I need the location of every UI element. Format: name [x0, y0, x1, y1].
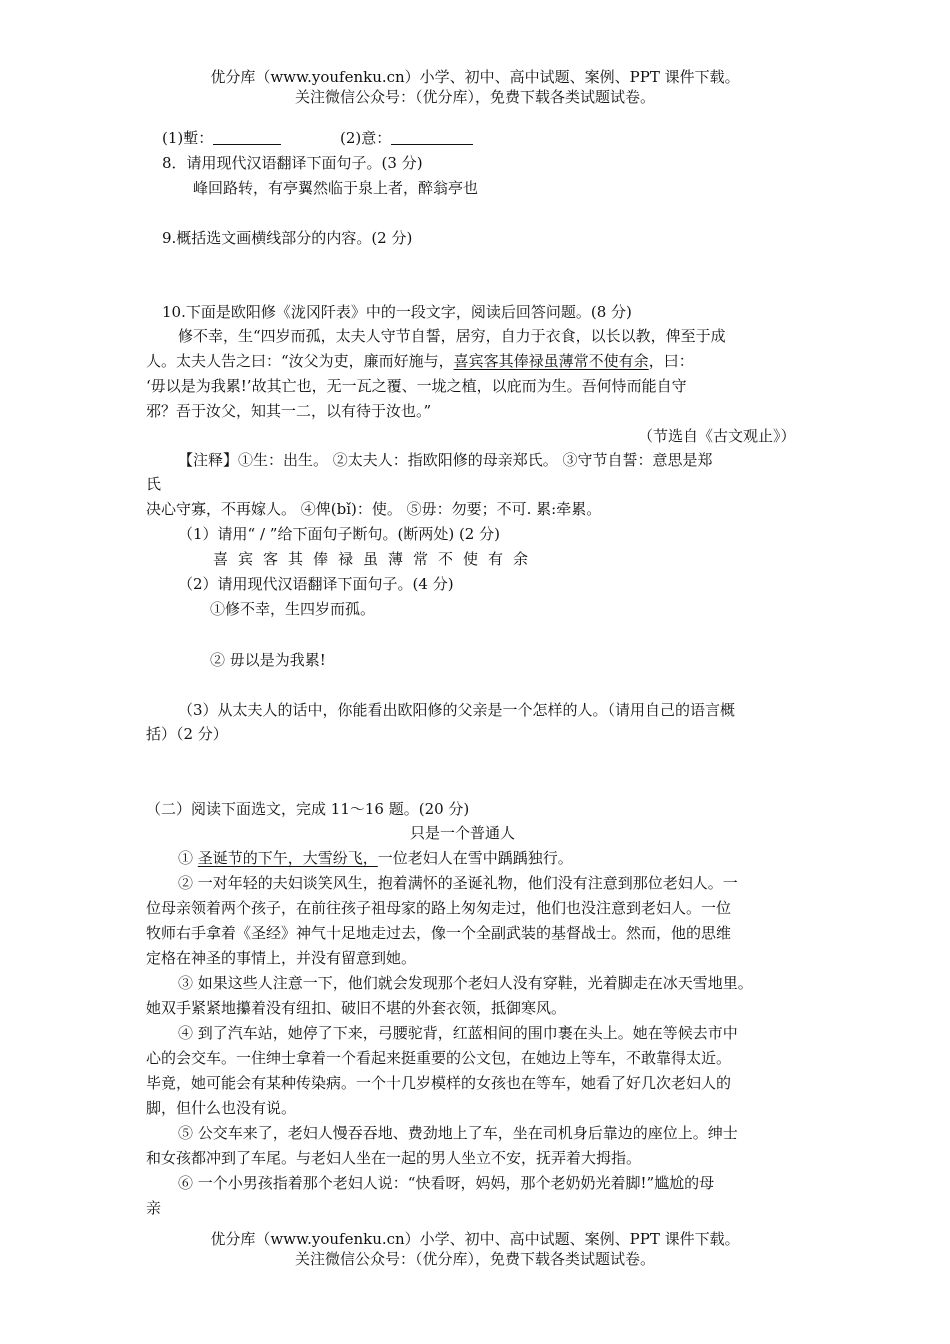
q8-sentence: 峰回路转，有亭翼然临于泉上者，醉翁亭也	[193, 179, 479, 197]
q10-notes-line-1: 【注释】①生：出生。 ②太夫人：指欧阳修的母亲郑氏。 ③守节自誓：意思是郑	[178, 451, 713, 469]
q8-prompt: 8．请用现代汉语翻译下面句子。(3 分)	[162, 154, 423, 172]
q10-sub3-line-1: （3）从太夫人的话中，你能看出欧阳修的父亲是一个怎样的人。（请用自己的语言概	[178, 701, 736, 719]
footer-line-1: 优分库（www.youfenku.cn）小学、初中、高中试题、案例、PPT 课件下载。	[210, 1230, 740, 1248]
q10-sub1-sentence: 喜宾客其俸禄虽薄常不使有余	[213, 550, 539, 568]
q10-passage-line-4: 邪？吾于汝父，知其一二，以有待于汝也。”	[146, 402, 432, 420]
q10-notes-line-3: 决心守寡，不再嫁人。 ④俾(bǐ)：使。 ⑤毋：勿要；不可. 累:牵累。	[146, 500, 602, 518]
section2-para-4-line-1: ④ 到了汽车站，她停了下来，弓腰驼背，红蓝相间的围巾裹在头上。她在等候去市中	[178, 1024, 738, 1042]
section2-para-4-line-3: 毕竟，她可能会有某种传染病。一个十几岁模样的女孩也在等车，她看了好几次老妇人的	[146, 1074, 732, 1092]
q10-notes-line-2: 氏	[146, 475, 162, 493]
para-1-number: ①	[178, 849, 198, 867]
para-1-underlined: 圣诞节的下午，大雪纷飞，	[197, 849, 378, 867]
header-line-1: 优分库（www.youfenku.cn）小学、初中、高中试题、案例、PPT 课件下载。	[210, 68, 740, 86]
q10-passage-line-3: ‘毋以是为我累!’故其亡也，无一瓦之覆、一垅之植，以庇而为生。吾何恃而能自守	[146, 377, 687, 395]
section2-para-5-line-2: 和女孩都冲到了车尾。与老妇人坐在一起的男人坐立不安，抚弄着大拇指。	[146, 1149, 642, 1167]
q10-passage-line-1: 修不幸，生“四岁而孤，太夫人守节自誓，居穷，自力于衣食，以长以教，俾至于成	[178, 327, 726, 345]
q10-sub2-item-1: ①修不幸，生四岁而孤。	[210, 600, 376, 618]
q9-prompt: 9.概括选文画横线部分的内容。(2 分)	[162, 229, 413, 247]
header-line-2: 关注微信公众号：（优分库），免费下载各类试题试卷。	[294, 88, 655, 106]
q7-item-2	[340, 126, 473, 150]
section2-para-4-line-2: 心的会交车。一住绅士拿着一个看起来挺重要的公文包，在她边上等车，不敢靠得太近。	[146, 1049, 732, 1067]
section2-para-2-line-3: 牧师右手拿着《圣经》神气十足地走过去，像一个全副武装的基督战士。然而，他的思维	[146, 924, 732, 942]
q10-underlined-sentence: 喜宾客其俸禄虽薄常不使有余	[453, 352, 649, 370]
q10-passage-line-2a: 人。太夫人告之曰：“汝父为吏，廉而好施与，	[146, 352, 454, 370]
footer-line-2: 关注微信公众号：（优分库），免费下载各类试题试卷。	[294, 1250, 655, 1268]
q10-sub2-item-2: ② 毋以是为我累!	[210, 651, 326, 669]
q10-sub2-prompt: （2）请用现代汉语翻译下面句子。(4 分)	[178, 575, 454, 593]
section2-para-3-line-2: 她双手紧紧地攥着没有纽扣、破旧不堪的外套衣领，抵御寒风。	[146, 999, 567, 1017]
q10-sub1-prompt: （1）请用“ / ”给下面句子断句。(断两处) (2 分)	[178, 525, 500, 543]
section2-para-6-line-2: 亲	[146, 1199, 162, 1217]
section2-para-2-line-2: 位母亲领着两个孩子，在前往孩子祖母家的路上匆匆走过，他们也没注意到老妇人。一位	[146, 899, 732, 917]
section2-para-4-line-4: 脚，但什么也没有说。	[146, 1099, 297, 1117]
q10-sub3-line-2: 括）（2 分）	[146, 725, 228, 743]
para-1-rest: 一位老妇人在雪中踽踽独行。	[377, 849, 573, 867]
section2-para-1	[178, 846, 573, 870]
q7-answer-blank-2[interactable]	[391, 128, 473, 145]
section2-title: 只是一个普通人	[410, 824, 516, 842]
section2-para-2-line-4: 定格在神圣的事情上，并没有留意到她。	[146, 949, 417, 967]
section2-para-5-line-1: ⑤ 公交车来了，老妇人慢吞吞地、费劲地上了车，坐在司机身后靠边的座位上。绅士	[178, 1124, 738, 1142]
q7-item-1-label: (1)塹：	[162, 129, 214, 147]
q10-source: （节选自《古文观止》）	[638, 427, 796, 445]
section2-para-3-line-1: ③ 如果这些人注意一下，他们就会发现那个老妇人没有穿鞋，光着脚走在冰天雪地里。	[178, 974, 753, 992]
q10-prompt: 10.下面是欧阳修《泷冈阡表》中的一段文字，阅读后回答问题。(8 分)	[162, 303, 632, 321]
q7-item-1	[162, 126, 281, 150]
section2-para-6-line-1: ⑥ 一个小男孩指着那个老妇人说：“快看呀，妈妈，那个老奶奶光着脚!”尴尬的母	[178, 1174, 715, 1192]
q10-passage-line-2	[146, 349, 694, 373]
q7-item-2-label: (2)意：	[340, 129, 392, 147]
q7-answer-blank-1[interactable]	[213, 128, 281, 145]
section2-para-2-line-1: ② 一对年轻的夫妇谈笑风生，抱着满怀的圣诞礼物，他们没有注意到那位老妇人。一	[178, 874, 738, 892]
q10-passage-line-2b: ，曰：	[648, 352, 694, 370]
section2-intro: （二）阅读下面选文，完成 11～16 题。(20 分)	[146, 800, 470, 818]
